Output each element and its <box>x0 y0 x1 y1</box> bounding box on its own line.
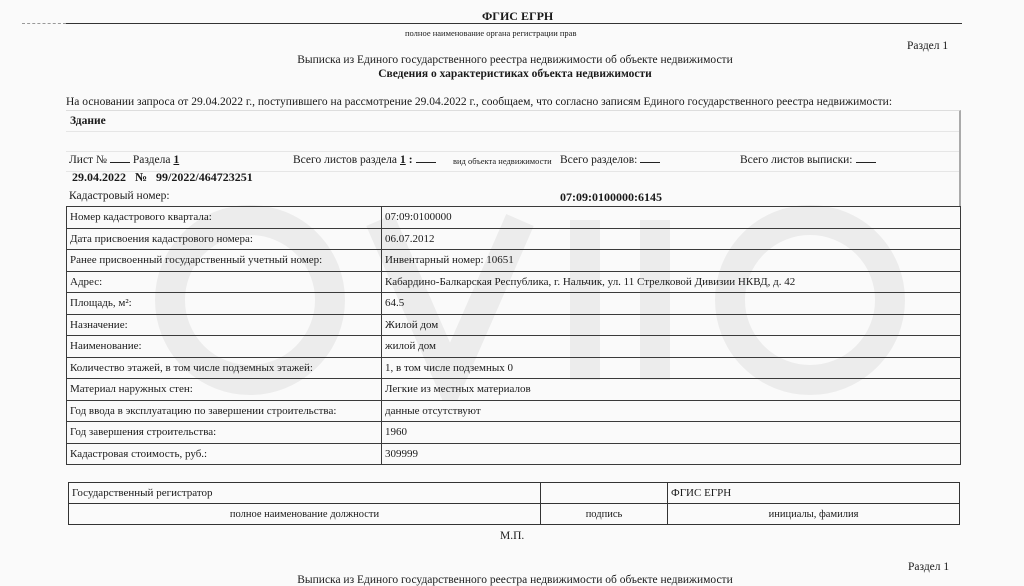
section-of-label: Раздела <box>132 154 171 166</box>
object-header-box <box>66 110 961 207</box>
document-title: Выписка из Единого государственного реестра недвижимости об объекте недвижимости <box>297 54 733 66</box>
header-rule-left <box>22 23 66 24</box>
table-row <box>67 228 961 250</box>
total-sections-blank <box>640 153 660 163</box>
registration-authority-caption: полное наименование органа регистрации прав <box>405 28 577 38</box>
table-row <box>67 400 961 422</box>
property-value: 309999 <box>382 443 961 465</box>
property-value: Инвентарный номер: 10651 <box>382 250 961 272</box>
object-type-caption: вид объекта недвижимости <box>453 156 552 166</box>
registrar-position: Государственный регистратор <box>69 483 541 504</box>
document-subtitle: Сведения о характеристиках объекта недвижимости <box>378 68 652 80</box>
table-row <box>67 207 961 229</box>
cadastral-number-value: 07:09:0100000:6145 <box>560 190 662 204</box>
total-extract-sheets-blank <box>856 153 876 163</box>
sheet-number-blank <box>110 153 130 163</box>
property-label: Год ввода в эксплуатацию по завершении строительства: <box>67 400 382 422</box>
request-basis-text: На основании запроса от 29.04.2022 г., поступившего на рассмотрение 29.04.2022 г., сообщаем, что согласно записям Единого государственного реестра недвижимости: <box>66 96 893 108</box>
total-section-sheets-value: 1 <box>400 154 406 166</box>
total-section-sheets-label: Всего листов раздела <box>293 154 397 166</box>
section-number: 1 <box>173 154 180 166</box>
cadastral-number-label: Кадастровый номер: <box>69 190 170 202</box>
property-characteristics-table <box>66 206 961 465</box>
registrar-name: ФГИС ЕГРН <box>668 483 960 504</box>
property-label: Номер кадастрового квартала: <box>67 207 382 229</box>
property-value: 06.07.2012 <box>382 228 961 250</box>
property-label: Площадь, м²: <box>67 293 382 315</box>
next-page-section-label: Раздел 1 <box>908 561 950 573</box>
property-value: жилой дом <box>382 336 961 358</box>
name-caption: инициалы, фамилия <box>668 504 960 525</box>
table-row <box>67 357 961 379</box>
registration-authority-name: ФГИС ЕГРН <box>482 9 554 23</box>
property-value: 1960 <box>382 422 961 444</box>
property-value: 1, в том числе подземных 0 <box>382 357 961 379</box>
property-label: Год завершения строительства: <box>67 422 382 444</box>
next-page-title: Выписка из Единого государственного реестра недвижимости об объекте недвижимости <box>297 574 733 586</box>
property-label: Дата присвоения кадастрового номера: <box>67 228 382 250</box>
request-date-number: 29.04.2022 № 99/2022/464723251 <box>72 170 253 184</box>
section-label: Раздел 1 <box>907 40 949 52</box>
total-sections-label: Всего разделов: <box>560 154 638 166</box>
position-caption: полное наименование должности <box>69 504 541 525</box>
stamp-placeholder: М.П. <box>500 530 525 542</box>
signature-row <box>69 483 960 504</box>
object-type: Здание <box>70 115 106 127</box>
table-row <box>67 271 961 293</box>
table-row <box>67 336 961 358</box>
total-section-sheets-blank <box>416 153 436 163</box>
property-label: Количество этажей, в том числе подземных этажей: <box>67 357 382 379</box>
property-value: 07:09:0100000 <box>382 207 961 229</box>
registrar-signature <box>541 483 668 504</box>
property-value: данные отсутствуют <box>382 400 961 422</box>
table-row <box>67 422 961 444</box>
total-sections-field <box>560 153 660 166</box>
signature-caption: подпись <box>541 504 668 525</box>
table-row <box>67 293 961 315</box>
table-row <box>67 443 961 465</box>
header-rule <box>66 23 962 24</box>
property-label: Назначение: <box>67 314 382 336</box>
property-value: 64.5 <box>382 293 961 315</box>
property-value: Кабардино-Балкарская Республика, г. Нальчик, ул. 11 Стрелковой Дивизии НКВД, д. 42 <box>382 271 961 293</box>
table-row <box>67 314 961 336</box>
total-section-sheets-field: Всего листов раздела 1 : <box>293 153 436 166</box>
total-extract-sheets-field <box>740 153 876 166</box>
sheet-number-field <box>69 153 182 166</box>
property-label: Ранее присвоенный государственный учетный номер: <box>67 250 382 272</box>
table-row <box>67 250 961 272</box>
property-label: Адрес: <box>67 271 382 293</box>
object-type-row <box>66 111 959 132</box>
sheet-label: Лист № <box>69 154 107 166</box>
property-label: Наименование: <box>67 336 382 358</box>
property-label: Материал наружных стен: <box>67 379 382 401</box>
property-value: Жилой дом <box>382 314 961 336</box>
signature-table <box>68 482 960 525</box>
table-row <box>67 379 961 401</box>
property-value: Легкие из местных материалов <box>382 379 961 401</box>
total-extract-sheets-label: Всего листов выписки: <box>740 154 853 166</box>
signature-caption-row <box>69 504 960 525</box>
property-label: Кадастровая стоимость, руб.: <box>67 443 382 465</box>
